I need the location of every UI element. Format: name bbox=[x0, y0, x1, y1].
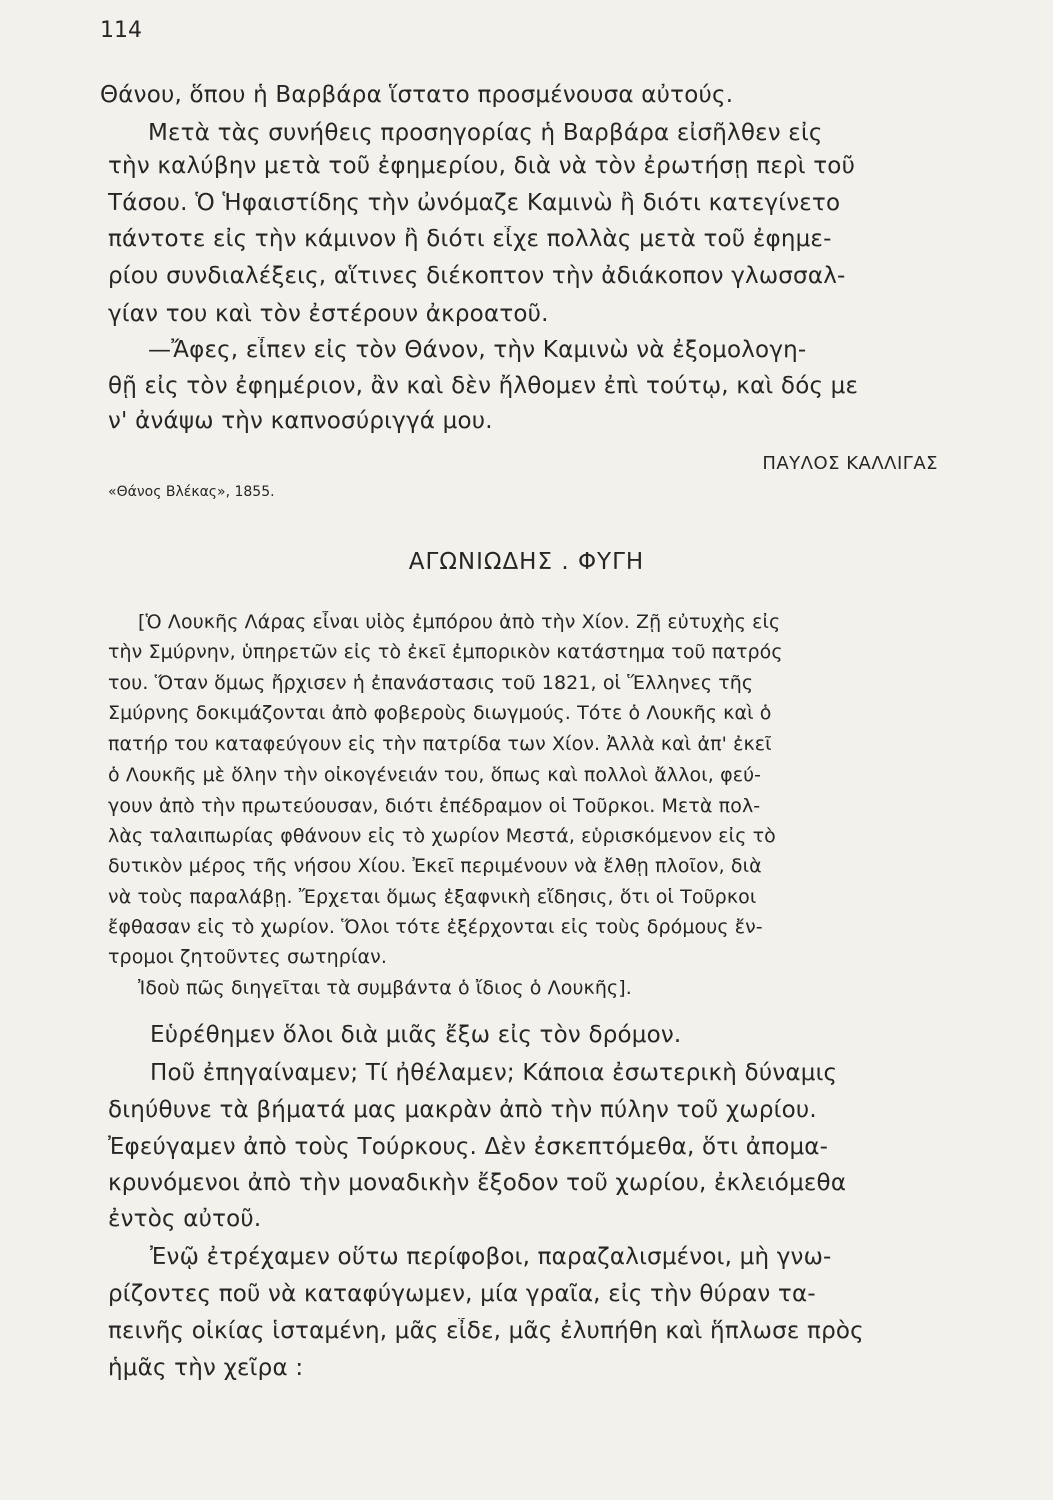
text-line: πατήρ του καταφεύγουν εἰς τὴν πατρίδα των Χίον. Ἀλλὰ καὶ ἀπ' ἐκεῖ bbox=[108, 733, 772, 755]
text-line: ἔφθασαν εἰς τὸ χωρίον. Ὅλοι τότε ἐξέρχονται εἰς τοὺς δρόμους ἔν- bbox=[108, 916, 763, 938]
text-line: Ἐφεύγαμεν ἀπὸ τοὺς Τούρκους. Δὲν ἐσκεπτόμεθα, ὅτι ἀπομα- bbox=[108, 1134, 829, 1160]
text-line: Ποῦ ἐπηγαίναμεν; Τί ἠθέλαμεν; Κάποια ἐσωτερικὴ δύναμις bbox=[150, 1060, 838, 1086]
text-line: λὰς ταλαιπωρίας φθάνουν εἰς τὸ χωρίον Μεστά, εὑρισκόμενον εἰς τὸ bbox=[108, 825, 776, 847]
source-citation: «Θάνος Βλέκας», 1855. bbox=[108, 484, 275, 500]
text-line: τὴν καλύβην μετὰ τοῦ ἐφημερίου, διὰ νὰ τὸν ἐρωτήσῃ περὶ τοῦ bbox=[108, 153, 856, 179]
text-line: ρίου συνδιαλέξεις, αἵτινες διέκοπτον τὴν ἀδιάκοπον γλωσσαλ- bbox=[108, 263, 846, 289]
text-line: δυτικὸν μέρος τῆς νήσου Χίου. Ἐκεῖ περιμένουν νὰ ἔλθῃ πλοῖον, διὰ bbox=[108, 855, 762, 877]
text-line: Ἰδοὺ πῶς διηγεῖται τὰ συμβάντα ὁ ἴδιος ὁ Λουκῆς]. bbox=[138, 977, 632, 999]
text-line: ἐντὸς αὐτοῦ. bbox=[108, 1206, 262, 1232]
text-line: τρομοι ζητοῦντες σωτηρίαν. bbox=[108, 946, 387, 968]
text-line: γουν ἀπὸ τὴν πρωτεύουσαν, διότι ἐπέδραμον οἱ Τοῦρκοι. Μετὰ πολ- bbox=[108, 795, 761, 817]
text-line: ἡμᾶς τὴν χεῖρα : bbox=[108, 1355, 304, 1381]
text-line: ν' ἀνάψω τὴν καπνοσύριγγά μου. bbox=[108, 408, 493, 434]
text-line: τὴν Σμύρνην, ὑπηρετῶν εἰς τὸ ἐκεῖ ἐμπορικὸν κατάστημα τοῦ πατρός bbox=[108, 641, 783, 663]
text-line: Τάσου. Ὁ Ἡφαιστίδης τὴν ὠνόμαζε Καμινὼ ἢ διότι κατεγίνετο bbox=[108, 190, 841, 216]
section-title: ΑΓΩΝΙΩΔΗΣ . ΦΥΓΗ bbox=[408, 549, 645, 575]
text-line: πάντοτε εἰς τὴν κάμινον ἢ διότι εἶχε πολλὰς μετὰ τοῦ ἐφημε- bbox=[108, 226, 832, 252]
text-line: διηύθυνε τὰ βήματά μας μακρὰν ἀπὸ τὴν πύλην τοῦ χωρίου. bbox=[108, 1097, 817, 1123]
text-line: —Ἄφες, εἶπεν εἰς τὸν Θάνον, τὴν Καμινὼ νὰ ἐξομολογη- bbox=[148, 337, 807, 363]
text-line: Θάνου, ὅπου ἡ Βαρβάρα ἵστατο προσμένουσα αὐτούς. bbox=[100, 82, 734, 108]
text-line: Εὑρέθημεν ὅλοι διὰ μιᾶς ἔξω εἰς τὸν δρόμον. bbox=[150, 1022, 682, 1048]
text-line: Ἐνῷ ἐτρέχαμεν οὕτω περίφοβοι, παραζαλισμένοι, μὴ γνω- bbox=[150, 1244, 832, 1270]
text-line: θῇ εἰς τὸν ἐφημέριον, ἂν καὶ δὲν ἤλθομεν ἐπὶ τούτῳ, καὶ δός με bbox=[108, 373, 859, 399]
text-line: Μετὰ τὰς συνήθεις προσηγορίας ἡ Βαρβάρα εἰσῆλθεν εἰς bbox=[148, 120, 823, 146]
text-line: [Ὁ Λουκῆς Λάρας εἶναι υἱὸς ἐμπόρου ἀπὸ τὴν Χίον. Ζῇ εὐτυχὴς εἰς bbox=[138, 611, 781, 633]
text-line: ρίζοντες ποῦ νὰ καταφύγωμεν, μία γραῖα, εἰς τὴν θύραν τα- bbox=[108, 1281, 816, 1307]
text-line: νὰ τοὺς παραλάβῃ. Ἔρχεται ὅμως ἐξαφνικὴ εἴδησις, ὅτι οἱ Τοῦρκοι bbox=[108, 886, 757, 908]
text-line: κρυνόμενοι ἀπὸ τὴν μοναδικὴν ἔξοδον τοῦ χωρίου, ἐκλειόμεθα bbox=[108, 1170, 847, 1196]
page-number: 114 bbox=[100, 18, 142, 43]
text-line: Σμύρνης δοκιμάζονται ἀπὸ φοβεροὺς διωγμούς. Τότε ὁ Λουκῆς καὶ ὁ bbox=[108, 702, 772, 724]
text-line: του. Ὅταν ὅμως ἤρχισεν ἡ ἐπανάστασις τοῦ 1821, οἱ Ἕλληνες τῆς bbox=[108, 672, 754, 694]
text-line: ὁ Λουκῆς μὲ ὅλην τὴν οἰκογένειάν του, ὅπως καὶ πολλοὶ ἄλλοι, φεύ- bbox=[108, 764, 762, 786]
text-line: γίαν του καὶ τὸν ἐστέρουν ἀκροατοῦ. bbox=[108, 301, 549, 327]
text-line: πεινῆς οἰκίας ἱσταμένη, μᾶς εἶδε, μᾶς ἐλυπήθη καὶ ἥπλωσε πρὸς bbox=[108, 1318, 864, 1344]
author-signature: ΠΑΥΛΟΣ ΚΑΛΛΙΓΑΣ bbox=[762, 453, 938, 474]
